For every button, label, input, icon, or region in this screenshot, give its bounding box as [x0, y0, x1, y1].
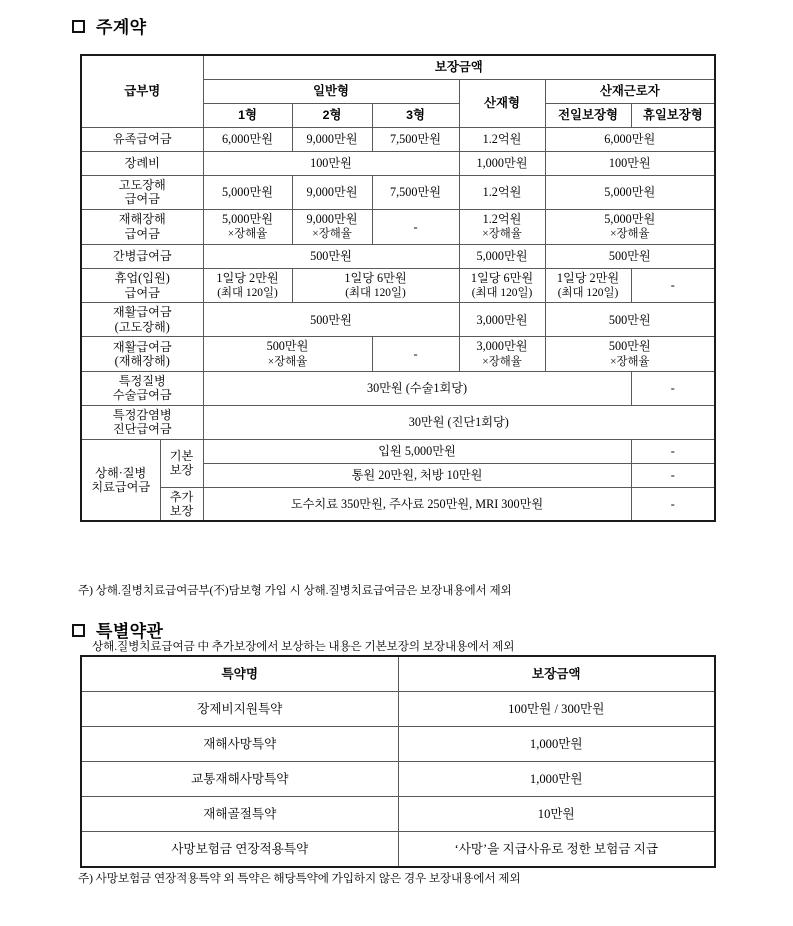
cell-line2: ×장해율 [312, 228, 352, 241]
cell-worker [545, 209, 715, 244]
cell-industrial: 1.2억원 [459, 128, 545, 152]
header-rider-name: 특약명 [81, 656, 398, 692]
row-label-line1: 재해장해 [118, 212, 166, 227]
header-industrial-worker: 산재근로자 [545, 80, 715, 104]
header-coverage-amount: 보장금액 [203, 55, 715, 80]
section-heading-main-contract [72, 13, 146, 38]
cell-line2: (최대 120일) [217, 287, 278, 300]
cell-type1 [203, 268, 292, 303]
main-contract-table [80, 54, 716, 522]
cell-worker: 6,000만원 [545, 128, 715, 152]
cell-line1: 1일당 2만원 [216, 270, 279, 285]
cell-line2: ×장해율 [610, 228, 650, 241]
cell-type1-2 [203, 337, 372, 372]
special-table-head [81, 656, 715, 692]
cell-line1: 1일당 6만원 [344, 270, 407, 285]
row-label: 간병급여금 [81, 244, 203, 268]
footnote-line: 주) 상해.질병치료급여금부(不)담보형 가입 시 상해.질병치료급여금은 보장내용에서 제외 [78, 583, 512, 597]
table-row [81, 692, 715, 727]
cell-rider-name: 재해골절특약 [81, 797, 398, 832]
sub-label-line1: 기본 [169, 448, 194, 463]
cell-type3: - [372, 337, 459, 372]
main-table-body [81, 128, 715, 522]
cell-holiday: - [631, 487, 715, 521]
empty-checkbox-icon [72, 624, 85, 637]
table-header-row-1 [81, 55, 715, 80]
row-label-line1: 재활급여금 [112, 339, 172, 354]
main-table-head [81, 55, 715, 128]
table-row [81, 176, 715, 210]
header-type-3: 3형 [372, 104, 459, 128]
table-row [81, 209, 715, 244]
cell-type2 [292, 209, 372, 244]
table-row [81, 372, 715, 406]
footnote-line: 상해.질병치료급여금 中 추가보장에서 보상하는 내용은 기본보장의 보장내용에서 제외 [92, 639, 515, 653]
cell-basic-row2: 통원 20만원, 처방 10만원 [203, 463, 631, 487]
table-row [81, 337, 715, 372]
row-label: 유족급여금 [81, 128, 203, 152]
cell-rider-name: 사망보험금 연장적용특약 [81, 832, 398, 868]
cell-line2: ×장해율 [227, 228, 268, 241]
cell-type2: 9,000만원 [292, 176, 372, 210]
header-full-day: 전일보장형 [545, 104, 631, 128]
cell-type2-3 [292, 268, 459, 303]
cell-industrial: 3,000만원 [459, 303, 545, 337]
row-label-line2: 치료급여금 [91, 480, 151, 495]
cell-holiday: - [631, 463, 715, 487]
row-label [81, 337, 203, 372]
cell-holiday: - [631, 439, 715, 463]
table-row [81, 797, 715, 832]
row-label-line1: 휴업(입원) [114, 271, 170, 286]
cell-worker: 500만원 [545, 244, 715, 268]
cell-line1: 1일당 2만원 [556, 270, 620, 285]
cell-value-merged: 30만원 (수술1회당) [203, 372, 631, 406]
row-label-line2: 급여금 [124, 226, 160, 241]
row-label [81, 209, 203, 244]
cell-rider-amount: 10만원 [398, 797, 715, 832]
header-holiday: 휴일보장형 [631, 104, 715, 128]
cell-worker [545, 337, 715, 372]
cell-rider-name: 교통재해사망특약 [81, 762, 398, 797]
table-header-row [81, 656, 715, 692]
table-row [81, 244, 715, 268]
row-label [81, 268, 203, 303]
cell-rider-amount: 100만원 / 300만원 [398, 692, 715, 727]
row-label-line2: 수술급여금 [112, 388, 172, 403]
section-title-special-terms: 특별약관 [96, 622, 164, 641]
cell-line2: ×장해율 [610, 355, 650, 368]
cell-rider-amount: ‘사망’을 지급사유로 정한 보험금 지급 [398, 832, 715, 868]
sub-label-line1: 추가 [169, 489, 194, 504]
cell-type1: 5,000만원 [203, 176, 292, 210]
cell-type1 [203, 209, 292, 244]
row-label [81, 303, 203, 337]
cell-industrial: 5,000만원 [459, 244, 545, 268]
row-label-line2: (고도장해) [114, 319, 170, 334]
row-label [81, 372, 203, 406]
cell-holiday: - [631, 268, 715, 303]
cell-line2: ×장해율 [267, 355, 308, 368]
header-coverage-amount: 보장금액 [398, 656, 715, 692]
cell-industrial [459, 268, 545, 303]
table-row [81, 727, 715, 762]
cell-rider-name: 재해사망특약 [81, 727, 398, 762]
cell-line2: ×장해율 [482, 228, 522, 241]
header-industrial-type: 산재형 [459, 80, 545, 128]
cell-line2: (최대 120일) [471, 287, 533, 300]
row-label-line1: 재활급여금 [112, 305, 172, 320]
table-row [81, 439, 715, 463]
table-row [81, 268, 715, 303]
cell-type3: 7,500만원 [372, 128, 459, 152]
row-label-line1: 특정질병 [118, 374, 166, 389]
sub-label-extra-coverage [160, 487, 203, 521]
cell-line1: 1.2억원 [482, 211, 522, 226]
cell-line2: (최대 120일) [557, 287, 619, 300]
cell-industrial: 1,000만원 [459, 152, 545, 176]
row-label-line2: 진단급여금 [112, 422, 172, 437]
header-type-1: 1형 [203, 104, 292, 128]
cell-line1: 500만원 [266, 339, 309, 354]
cell-line1: 3,000만원 [476, 339, 528, 354]
row-label-line2: (재해장해) [114, 354, 170, 369]
section-title-main-contract: 주계약 [96, 18, 147, 37]
table-row [81, 152, 715, 176]
empty-checkbox-icon [72, 20, 85, 33]
row-label-line1: 특정감염병 [112, 407, 172, 422]
cell-worker: 5,000만원 [545, 176, 715, 210]
cell-rider-amount: 1,000만원 [398, 727, 715, 762]
table-row [81, 762, 715, 797]
cell-line1: 500만원 [608, 339, 651, 354]
cell-line1: 5,000만원 [604, 211, 656, 226]
cell-rider-amount: 1,000만원 [398, 762, 715, 797]
cell-rider-name: 장제비지원특약 [81, 692, 398, 727]
cell-type2: 9,000만원 [292, 128, 372, 152]
row-label: 장례비 [81, 152, 203, 176]
cell-worker: 500만원 [545, 303, 715, 337]
cell-value-merged: 30만원 (진단1회당) [203, 405, 715, 439]
table-row [81, 487, 715, 521]
cell-line1: 1일당 6만원 [470, 270, 534, 285]
footnote-line: 주) 사망보험금 연장적용특약 외 특약은 해당특약에 가입하지 않은 경우 보장내용에서 제외 [78, 871, 521, 885]
row-label [81, 176, 203, 210]
cell-line2: ×장해율 [482, 355, 522, 368]
cell-general-merged: 500만원 [203, 303, 459, 337]
table-row [81, 128, 715, 152]
header-general-type: 일반형 [203, 80, 459, 104]
row-label-line2: 급여금 [124, 192, 160, 207]
cell-line1: 5,000만원 [222, 211, 273, 226]
cell-industrial [459, 337, 545, 372]
table-row [81, 303, 715, 337]
cell-extra-row: 도수치료 350만원, 주사료 250만원, MRI 300만원 [203, 487, 631, 521]
table-row [81, 405, 715, 439]
cell-line2: (최대 120일) [345, 287, 406, 300]
sub-label-basic-coverage [160, 439, 203, 487]
cell-line1: 9,000만원 [306, 211, 358, 226]
row-label-line1: 상해·질병 [95, 465, 147, 480]
cell-basic-row1: 입원 5,000만원 [203, 439, 631, 463]
row-label-line2: 급여금 [124, 285, 160, 300]
header-type-2: 2형 [292, 104, 372, 128]
cell-industrial: 1.2억원 [459, 176, 545, 210]
sub-label-line2: 보장 [169, 463, 194, 478]
cell-worker: 100만원 [545, 152, 715, 176]
sub-label-line2: 보장 [169, 504, 194, 519]
special-table-footnotes [78, 832, 520, 926]
cell-type3: - [372, 209, 459, 244]
row-label-line1: 고도장해 [118, 178, 166, 192]
cell-general-merged: 100만원 [203, 152, 459, 176]
cell-holiday: - [631, 372, 715, 406]
section-heading-special-terms [72, 617, 163, 642]
row-label-injury-disease [81, 439, 160, 521]
cell-type3: 7,500만원 [372, 176, 459, 210]
cell-full-day [545, 268, 631, 303]
cell-general-merged: 500만원 [203, 244, 459, 268]
row-label [81, 405, 203, 439]
header-benefit-name: 급부명 [81, 55, 203, 128]
cell-type1: 6,000만원 [203, 128, 292, 152]
cell-industrial [459, 209, 545, 244]
